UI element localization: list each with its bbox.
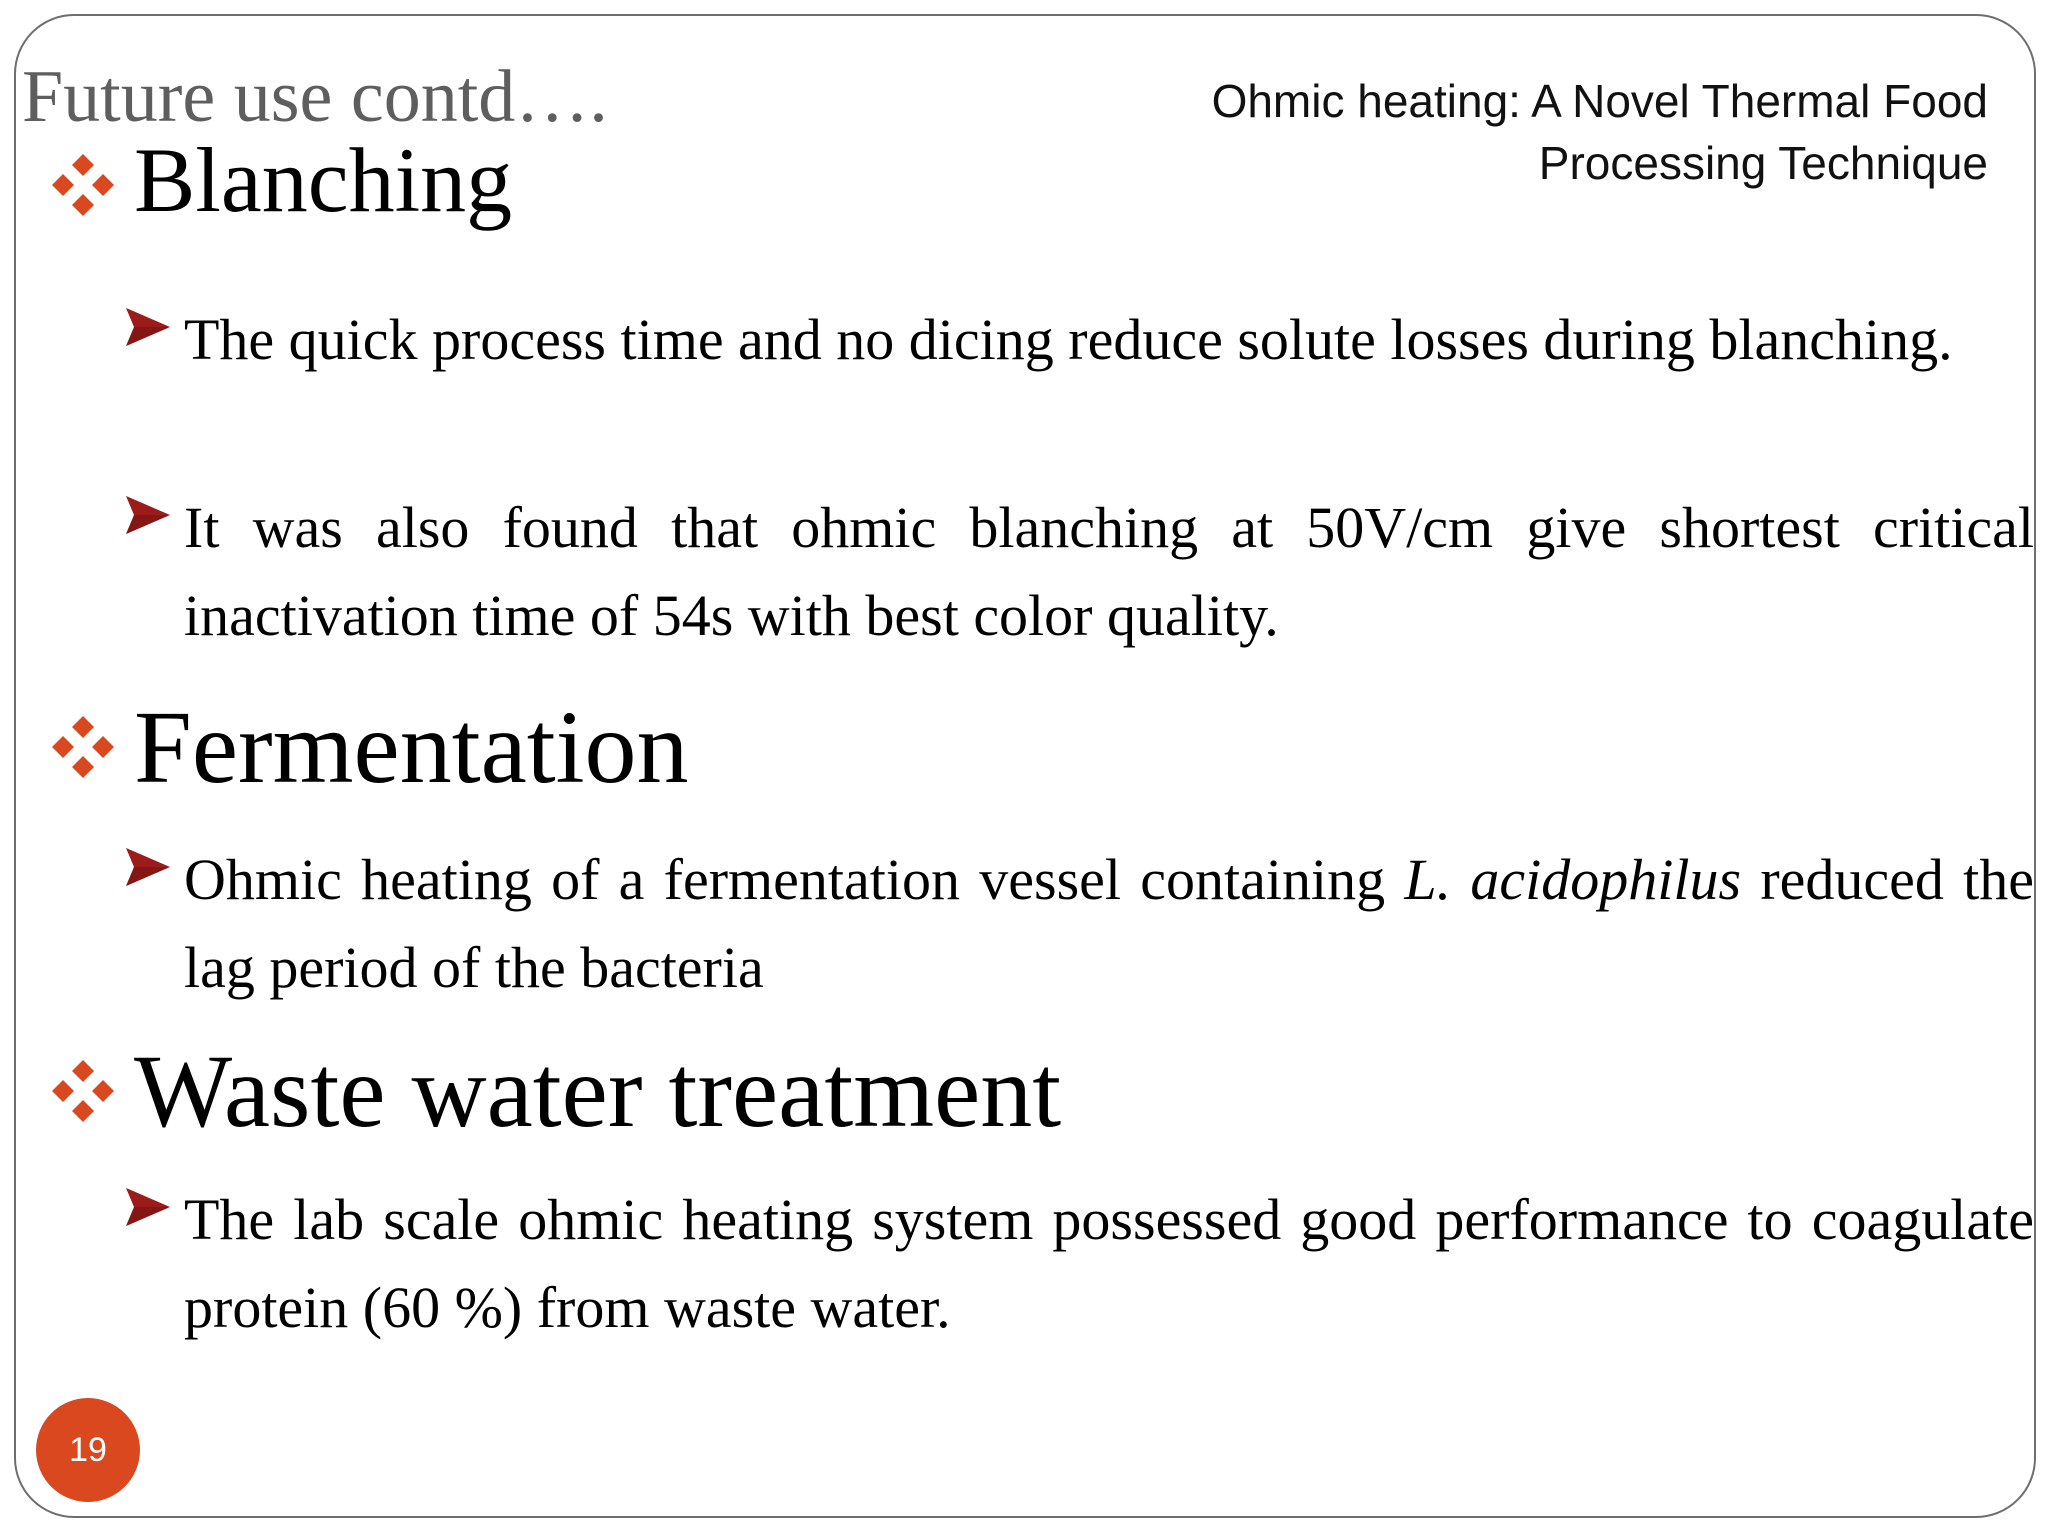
species-name: L. acidophilus — [1404, 847, 1742, 912]
section-blanching — [50, 129, 513, 231]
bullet-text: It was also found that ohmic blanching at 50V/cm give shortest critical inactivation time of 54s with best color quality. — [184, 495, 2034, 648]
four-diamond-icon — [50, 152, 116, 218]
arrowhead-icon — [122, 306, 172, 348]
four-diamond-icon — [50, 1058, 116, 1124]
arrowhead-icon — [122, 846, 172, 888]
bullet-text — [184, 836, 2034, 1012]
bullet-text-before: Ohmic heating of a fermentation vessel containing — [184, 847, 1405, 912]
list-item — [122, 1176, 2034, 1352]
section-title: Fermentation — [134, 690, 689, 805]
section-waste-water-treatment — [50, 1034, 1062, 1149]
bullet-text: The quick process time and no dicing reduce solute losses during blanching. — [184, 307, 1953, 372]
header-line-1: Ohmic heating: A Novel Thermal Food — [1211, 75, 1988, 127]
section-title: Blanching — [134, 129, 513, 231]
list-item — [122, 484, 2034, 660]
arrowhead-icon — [122, 494, 172, 536]
slide — [14, 14, 2036, 1518]
four-diamond-icon — [50, 714, 116, 780]
bullet-text: The lab scale ohmic heating system possessed good performance to coagulate protein (60 %) from waste water. — [184, 1187, 2034, 1340]
slide-title: Future use contd…. — [22, 56, 608, 138]
section-fermentation — [50, 690, 689, 805]
header-line-2: Processing Technique — [1538, 137, 1988, 189]
page-number-badge — [36, 1398, 140, 1502]
list-item — [122, 836, 2034, 1012]
bullet-text-after: reduced the lag period of the bacteria — [184, 847, 2034, 1000]
arrowhead-icon — [122, 1186, 172, 1228]
page-number: 19 — [69, 1430, 107, 1469]
presentation-header — [988, 70, 1988, 194]
list-item — [122, 296, 2034, 384]
section-title: Waste water treatment — [134, 1034, 1062, 1149]
